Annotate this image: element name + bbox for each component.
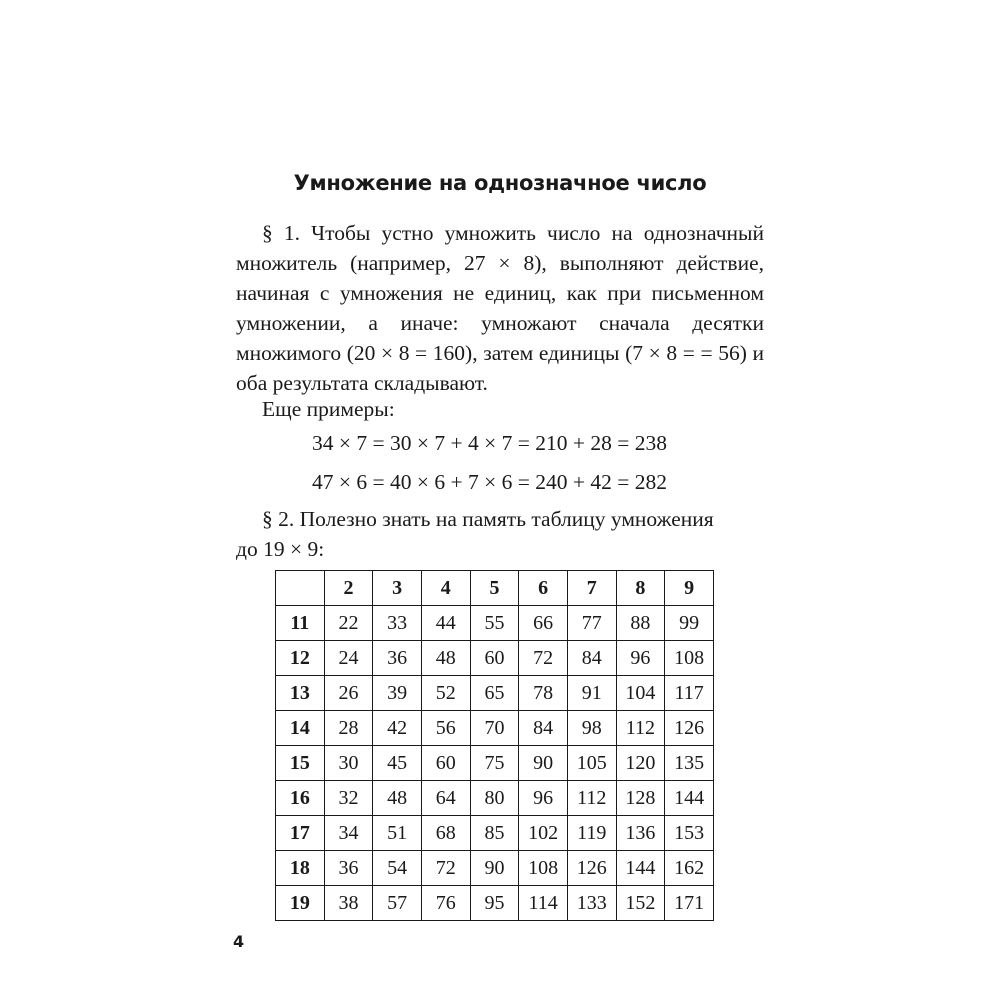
section-1-paragraph: § 1. Чтобы устно умножить число на однозначный множитель (например, 27 × 8), выполняют действие, начиная с умножения не единиц, как при письменном умножении, а иначе: умножают сначала десятки множимого (20 × 8 = 160), затем единицы (7 × 8 = = 56) и оба результата складывают. bbox=[236, 221, 764, 395]
table-cell: 84 bbox=[519, 711, 568, 746]
table-cell: 57 bbox=[373, 886, 422, 921]
table-cell: 65 bbox=[470, 676, 519, 711]
table-row bbox=[276, 886, 714, 921]
table-cell: 78 bbox=[519, 676, 568, 711]
section-2-line-2: до 19 × 9: bbox=[236, 537, 325, 561]
table-cell: 171 bbox=[665, 886, 714, 921]
table-row bbox=[276, 816, 714, 851]
table-cell: 162 bbox=[665, 851, 714, 886]
table-row bbox=[276, 851, 714, 886]
table-cell: 48 bbox=[373, 781, 422, 816]
table-cell: 96 bbox=[519, 781, 568, 816]
example-equation-2: 47 × 6 = 40 × 6 + 7 × 6 = 240 + 42 = 282 bbox=[312, 470, 668, 494]
row-header: 12 bbox=[276, 641, 325, 676]
table-cell: 117 bbox=[665, 676, 714, 711]
table-cell: 72 bbox=[519, 641, 568, 676]
table-cell: 75 bbox=[470, 746, 519, 781]
table-cell: 45 bbox=[373, 746, 422, 781]
table-cell: 38 bbox=[324, 886, 373, 921]
column-header: 8 bbox=[616, 571, 665, 606]
table-cell: 32 bbox=[324, 781, 373, 816]
row-header: 16 bbox=[276, 781, 325, 816]
table-cell: 128 bbox=[616, 781, 665, 816]
table-cell: 153 bbox=[665, 816, 714, 851]
table-cell: 60 bbox=[421, 746, 470, 781]
table-row bbox=[276, 781, 714, 816]
table-cell: 119 bbox=[567, 816, 616, 851]
table-row bbox=[276, 676, 714, 711]
table-cell: 52 bbox=[421, 676, 470, 711]
table-cell: 126 bbox=[665, 711, 714, 746]
table-cell: 80 bbox=[470, 781, 519, 816]
table-cell: 126 bbox=[567, 851, 616, 886]
table-row bbox=[276, 606, 714, 641]
multiplication-table bbox=[275, 570, 714, 921]
row-header: 19 bbox=[276, 886, 325, 921]
table-cell: 135 bbox=[665, 746, 714, 781]
column-header: 6 bbox=[519, 571, 568, 606]
table-row bbox=[276, 641, 714, 676]
table-cell: 68 bbox=[421, 816, 470, 851]
row-header: 18 bbox=[276, 851, 325, 886]
table-cell: 72 bbox=[421, 851, 470, 886]
page-title: Умножение на однозначное число bbox=[293, 171, 707, 195]
table-corner-cell bbox=[276, 571, 325, 606]
table-cell: 144 bbox=[665, 781, 714, 816]
table-cell: 108 bbox=[665, 641, 714, 676]
table-cell: 96 bbox=[616, 641, 665, 676]
column-header: 7 bbox=[567, 571, 616, 606]
table-cell: 102 bbox=[519, 816, 568, 851]
table-cell: 26 bbox=[324, 676, 373, 711]
table-cell: 85 bbox=[470, 816, 519, 851]
table-cell: 24 bbox=[324, 641, 373, 676]
table-cell: 34 bbox=[324, 816, 373, 851]
table-cell: 42 bbox=[373, 711, 422, 746]
table-cell: 99 bbox=[665, 606, 714, 641]
table-cell: 90 bbox=[519, 746, 568, 781]
table-cell: 22 bbox=[324, 606, 373, 641]
table-cell: 95 bbox=[470, 886, 519, 921]
table-header-row bbox=[276, 571, 714, 606]
table-cell: 98 bbox=[567, 711, 616, 746]
table-cell: 36 bbox=[373, 641, 422, 676]
table-cell: 120 bbox=[616, 746, 665, 781]
row-header: 15 bbox=[276, 746, 325, 781]
table-cell: 54 bbox=[373, 851, 422, 886]
row-header: 13 bbox=[276, 676, 325, 711]
column-header: 4 bbox=[421, 571, 470, 606]
column-header: 2 bbox=[324, 571, 373, 606]
table-cell: 30 bbox=[324, 746, 373, 781]
table-cell: 51 bbox=[373, 816, 422, 851]
example-equation-1: 34 × 7 = 30 × 7 + 4 × 7 = 210 + 28 = 238 bbox=[312, 431, 668, 455]
table-cell: 144 bbox=[616, 851, 665, 886]
table-cell: 66 bbox=[519, 606, 568, 641]
table-cell: 90 bbox=[470, 851, 519, 886]
row-header: 11 bbox=[276, 606, 325, 641]
table-cell: 39 bbox=[373, 676, 422, 711]
table-cell: 28 bbox=[324, 711, 373, 746]
table-cell: 84 bbox=[567, 641, 616, 676]
table-cell: 36 bbox=[324, 851, 373, 886]
row-header: 17 bbox=[276, 816, 325, 851]
table-cell: 133 bbox=[567, 886, 616, 921]
table-cell: 55 bbox=[470, 606, 519, 641]
row-header: 14 bbox=[276, 711, 325, 746]
table-cell: 114 bbox=[519, 886, 568, 921]
table-cell: 70 bbox=[470, 711, 519, 746]
table-cell: 33 bbox=[373, 606, 422, 641]
table-cell: 60 bbox=[470, 641, 519, 676]
table-cell: 48 bbox=[421, 641, 470, 676]
table-cell: 104 bbox=[616, 676, 665, 711]
examples-label: Еще примеры: bbox=[262, 397, 395, 421]
column-header: 5 bbox=[470, 571, 519, 606]
table-row bbox=[276, 746, 714, 781]
table-cell: 77 bbox=[567, 606, 616, 641]
table-cell: 44 bbox=[421, 606, 470, 641]
table-row bbox=[276, 711, 714, 746]
section-2-paragraph bbox=[236, 504, 764, 564]
table-cell: 105 bbox=[567, 746, 616, 781]
table-cell: 56 bbox=[421, 711, 470, 746]
table-cell: 112 bbox=[616, 711, 665, 746]
table-cell: 76 bbox=[421, 886, 470, 921]
page-number: 4 bbox=[233, 932, 245, 951]
table-cell: 152 bbox=[616, 886, 665, 921]
table-cell: 91 bbox=[567, 676, 616, 711]
column-header: 3 bbox=[373, 571, 422, 606]
section-2-line-1: § 2. Полезно знать на память таблицу умножения bbox=[262, 507, 714, 531]
table-cell: 108 bbox=[519, 851, 568, 886]
table-cell: 88 bbox=[616, 606, 665, 641]
table-cell: 112 bbox=[567, 781, 616, 816]
column-header: 9 bbox=[665, 571, 714, 606]
table-cell: 64 bbox=[421, 781, 470, 816]
table-cell: 136 bbox=[616, 816, 665, 851]
